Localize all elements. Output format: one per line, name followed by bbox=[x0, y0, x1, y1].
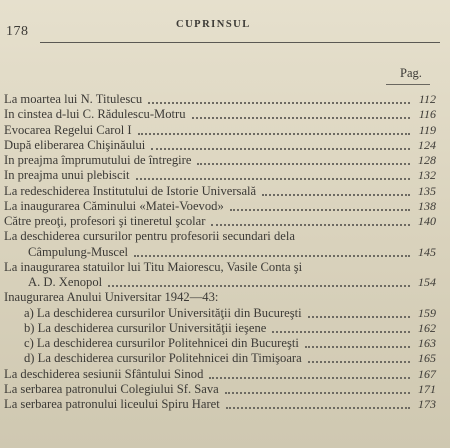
leader-dots bbox=[136, 178, 410, 180]
page-number: 178 bbox=[6, 24, 29, 39]
entry-title: In cinstea d-lui C. Rădulescu-Motru bbox=[4, 107, 186, 122]
leader-dots bbox=[138, 133, 410, 135]
entry-page-number: 132 bbox=[418, 168, 436, 183]
leader-dots bbox=[134, 255, 410, 257]
contents-entry bbox=[0, 260, 450, 275]
leader-dots bbox=[148, 102, 410, 104]
contents-entry bbox=[0, 153, 450, 168]
entry-page-number: 167 bbox=[418, 366, 436, 381]
entry-page-number: 159 bbox=[418, 305, 436, 320]
leader-dots bbox=[262, 194, 410, 196]
leader-dots bbox=[192, 117, 410, 119]
leader-dots bbox=[211, 224, 410, 226]
entry-page-number: 154 bbox=[418, 275, 436, 289]
leader-dots bbox=[197, 163, 410, 165]
entry-title: Evocarea Regelui Carol I bbox=[4, 122, 132, 137]
entry-page-number: 138 bbox=[418, 198, 436, 213]
contents-entry bbox=[0, 229, 450, 244]
entry-title: Către preoţi, profesori şi tineretul şcolar bbox=[4, 214, 206, 228]
leader-dots bbox=[308, 361, 410, 363]
contents-entry bbox=[0, 275, 450, 290]
entry-title: La inaugurarea Căminului «Matei-Voevod» bbox=[4, 198, 224, 213]
leader-dots bbox=[305, 346, 410, 348]
entry-title: Inaugurarea Anului Universitar 1942—43: bbox=[4, 290, 219, 305]
leader-dots bbox=[108, 285, 410, 287]
entry-page-number: 119 bbox=[418, 122, 436, 137]
entry-title: La deschiderea sesiunii Sfântului Sinod bbox=[4, 366, 204, 381]
leader-dots bbox=[209, 377, 410, 379]
contents-entry bbox=[0, 306, 450, 321]
entry-title: La deschiderea cursurilor pentru profesorii secundari dela bbox=[4, 229, 295, 244]
contents-entry bbox=[0, 92, 450, 107]
entry-page-number: 163 bbox=[418, 336, 436, 350]
entry-title: In preajma împrumutului de întregire bbox=[4, 153, 192, 167]
contents-entry bbox=[0, 351, 450, 366]
entry-title: d) La deschiderea cursurilor Politehnicei din Timişoara bbox=[24, 351, 302, 366]
entry-title: La redeschiderea Institutului de Istorie Universală bbox=[4, 183, 257, 198]
entry-title: a) La deschiderea cursurilor Universităţii din Bucureşti bbox=[24, 305, 302, 320]
contents-entry bbox=[0, 367, 450, 382]
leader-dots bbox=[226, 407, 410, 409]
contents-list bbox=[0, 92, 450, 412]
entry-title: In preajma unui plebiscit bbox=[4, 168, 130, 183]
contents-entry bbox=[0, 397, 450, 412]
entry-page-number: 135 bbox=[418, 183, 436, 198]
entry-page-number: 165 bbox=[418, 351, 436, 366]
leader-dots bbox=[308, 316, 410, 318]
entry-title: La serbarea patronului liceului Spiru Haret bbox=[4, 397, 220, 411]
entry-page-number: 124 bbox=[418, 137, 436, 152]
contents-entry bbox=[0, 138, 450, 153]
entry-page-number: 128 bbox=[418, 153, 436, 167]
running-title: CUPRINSUL bbox=[176, 19, 251, 30]
entry-title: La inaugurarea statuilor lui Titu Maiorescu, Vasile Conta şi bbox=[4, 259, 303, 274]
entry-title: Câmpulung-Muscel bbox=[28, 244, 129, 259]
contents-entry bbox=[0, 382, 450, 397]
entry-page-number: 162 bbox=[418, 320, 436, 335]
leader-dots bbox=[225, 392, 410, 394]
entry-page-number: 145 bbox=[418, 244, 436, 259]
leader-dots bbox=[272, 331, 410, 333]
entry-page-number: 171 bbox=[418, 381, 436, 396]
entry-page-number: 173 bbox=[418, 397, 436, 411]
leader-dots bbox=[230, 209, 410, 211]
entry-title: După eliberarea Chişinăului bbox=[4, 137, 146, 152]
contents-entry bbox=[0, 214, 450, 229]
entry-title: La moartea lui N. Titulescu bbox=[4, 92, 143, 106]
contents-entry bbox=[0, 336, 450, 351]
entry-page-number: 112 bbox=[418, 92, 436, 106]
entry-title: A. D. Xenopol bbox=[28, 275, 103, 289]
entry-title: La serbarea patronului Colegiului Sf. Sava bbox=[4, 381, 219, 396]
page-column-rule bbox=[386, 84, 430, 85]
page-column-header: Pag. bbox=[400, 66, 422, 80]
entry-page-number: 116 bbox=[418, 107, 436, 122]
contents-entry bbox=[0, 290, 450, 305]
contents-entry bbox=[0, 321, 450, 336]
contents-entry bbox=[0, 123, 450, 138]
contents-entry bbox=[0, 107, 450, 122]
entry-page-number: 140 bbox=[418, 214, 436, 228]
contents-entry bbox=[0, 199, 450, 214]
contents-entry bbox=[0, 245, 450, 260]
entry-title: c) La deschiderea cursurilor Politehnicei din Bucureşti bbox=[24, 336, 299, 350]
entry-title: b) La deschiderea cursurilor Universităţii ieşene bbox=[24, 320, 267, 335]
header-rule bbox=[40, 42, 440, 43]
contents-entry bbox=[0, 184, 450, 199]
contents-entry bbox=[0, 168, 450, 183]
leader-dots bbox=[151, 148, 410, 150]
